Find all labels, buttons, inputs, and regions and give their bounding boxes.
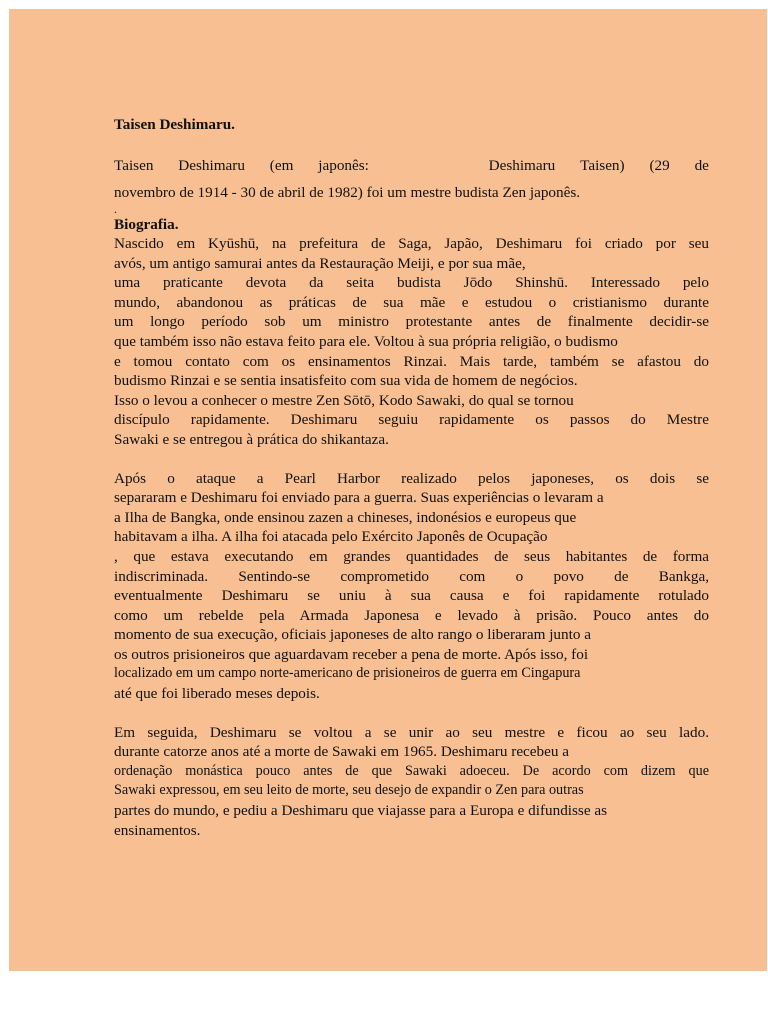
paragraph-line: Em seguida, Deshimaru se voltou a se unir ao seu mestre e ficou ao seu lado. [114,723,709,741]
intro-line-2: novembro de 1914 - 30 de abril de 1982) foi um mestre budista Zen japonês. [114,184,581,201]
paragraph-line: os outros prisioneiros que aguardavam receber a pena de morte. Após isso, foi [114,645,589,663]
paragraph-line: budismo Rinzai e se sentia insatisfeito com sua vida de homem de negócios. [114,372,578,390]
paragraph-line: eventualmente Deshimaru se uniu à sua causa e foi rapidamente rotulado [114,587,709,605]
document-title: Taisen Deshimaru. [114,116,235,133]
paragraph-line: uma praticante devota da seita budista Jōdo Shinshū. Interessado pelo [114,274,709,292]
paragraph-line: como um rebelde pela Armada Japonesa e levado à prisão. Pouco antes do [114,606,709,624]
intro-blank-gap [394,156,464,176]
intro-word: (em [269,157,294,174]
paragraph-line: , que estava executando em grandes quantidades de seus habitantes de forma [114,547,709,565]
paragraph-line: que também isso não estava feito para ele. Voltou à sua própria religião, o budismo [114,332,618,350]
intro-word: (29 [649,157,670,174]
paragraph-line: durante catorze anos até a morte de Sawaki em 1965. Deshimaru recebeu a [114,743,570,761]
paragraph-line: ensinamentos. [114,821,201,839]
paragraph-line: habitavam a ilha. A ilha foi atacada pelo Exército Japonês de Ocupação [114,528,548,546]
paragraph-line: Após o ataque a Pearl Harbor realizado pelos japoneses, os dois se [114,469,709,487]
paragraph-line: ordenação monástica pouco antes de que Sawaki adoeceu. De acordo com dizem que [114,762,709,779]
paragraph-line: discípulo rapidamente. Deshimaru seguiu rapidamente os passos do Mestre [114,411,709,429]
separator-dot: . [114,202,117,216]
paragraph-line: indiscriminada. Sentindo-se comprometido com o povo de Bankga, [114,567,709,585]
intro-word: Taisen [114,157,154,174]
paragraph-line: separaram e Deshimaru foi enviado para a guerra. Suas experiências o levaram a [114,489,604,507]
paragraph-line: até que foi liberado meses depois. [114,685,320,703]
intro-word: japonês: [318,157,369,174]
paragraph-line: Isso o levou a conhecer o mestre Zen Sōtō, Kodo Sawaki, do qual se tornou [114,391,574,409]
paragraph-line: um longo período sob um ministro protestante antes de finalmente decidir-se [114,313,709,331]
paragraph-3 [114,723,709,841]
intro-word: Taisen) [580,157,625,174]
paragraph-line: localizado em um campo norte-americano de prisioneiros de guerra em Cingapura [114,665,581,682]
paragraph-line: partes do mundo, e pediu a Deshimaru que viajasse para a Europa e difundisse as [114,802,608,820]
paragraph-line: a Ilha de Bangka, onde ensinou zazen a chineses, indonésios e europeus que [114,508,577,526]
paragraph-line: Nascido em Kyūshū, na prefeitura de Saga, Japão, Deshimaru foi criado por seu [114,235,709,252]
intro-line-1 [114,156,709,176]
intro-word: de [694,157,709,174]
paragraph-line: Sawaki e se entregou à prática do shikantaza. [114,430,389,448]
document-page [9,9,767,971]
paragraph-line: momento de sua execução, oficiais japoneses de alto rango o liberaram junto a [114,626,591,644]
paragraph-line: avós, um antigo samurai antes da Restauração Meiji, e por sua mãe, [114,254,526,272]
paragraph-1 [114,234,709,450]
document-body [114,115,709,840]
paragraph-line: Sawaki expressou, em seu leito de morte, seu desejo de expandir o Zen para outras [114,782,584,799]
intro-word: Deshimaru [488,157,556,174]
section-heading-biografia: Biografia. [114,216,179,233]
paragraph-2 [114,469,709,704]
paragraph-line: e tomou contato com os ensinamentos Rinzai. Mais tarde, também se afastou do [114,352,709,370]
paragraph-line: mundo, abandonou as práticas de sua mãe e estudou o cristianismo durante [114,293,709,311]
intro-word: Deshimaru [178,157,245,174]
